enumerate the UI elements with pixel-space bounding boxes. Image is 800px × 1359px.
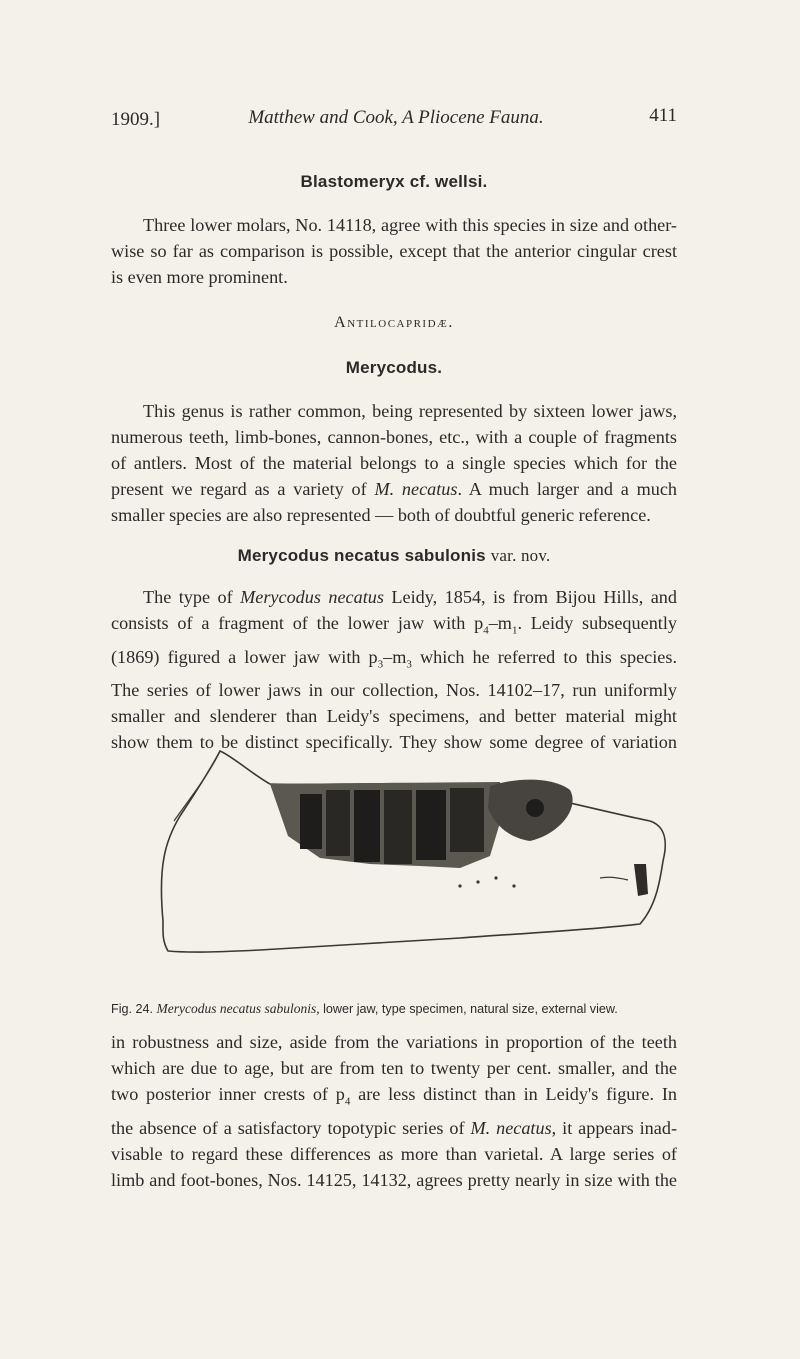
- running-header: [111, 105, 677, 137]
- heading-merycodus: Merycodus.: [345, 358, 443, 377]
- header-year: 1909.]: [111, 109, 161, 130]
- text-line: The type of Merycodus necatus Leidy, 1854, is from Bijou Hills, and: [143, 587, 677, 607]
- tooth-row: [270, 780, 573, 868]
- caption-description: lower jaw, type specimen, natural size, external view.: [323, 1002, 618, 1016]
- jaw-figure: [160, 746, 670, 991]
- text-line: limb and foot-bones, Nos. 14125, 14132, agrees pretty nearly in size with the: [111, 1169, 677, 1190]
- text-line: smaller species are also represented — both of doubtful generic reference.: [111, 505, 651, 525]
- text-line: numerous teeth, limb-bones, cannon-bones, etc., with a couple of fragments: [111, 427, 677, 447]
- text-line: which are due to age, but are from ten to twenty per cent. smaller, and the: [111, 1058, 677, 1078]
- text-line: of antlers. Most of the material belongs to a single species which for the: [111, 453, 677, 473]
- paragraph-merycodus: [111, 398, 677, 528]
- text-line: in robustness and size, aside from the variations in proportion of the teeth: [111, 1032, 677, 1052]
- text-line: The series of lower jaws in our collection, Nos. 14102–17, run uniformly: [111, 680, 677, 701]
- text-line: wise so far as comparison is possible, except that the anterior cingular crest: [111, 241, 677, 261]
- text-line: visable to regard these differences as more than varietal. A large series of: [111, 1143, 677, 1164]
- text-line: show them to be distinct specifically. They show some degree of variation: [111, 732, 677, 753]
- header-page-number: 411: [649, 105, 677, 126]
- text-line: two posterior inner crests of $p_4$ are less distinct than in Leidy's figure. In: [111, 1084, 677, 1108]
- paragraph-blastomeryx: [111, 212, 677, 290]
- text-line: smaller and slenderer than Leidy's specimens, and better material might: [111, 706, 677, 727]
- text-line: (1869) figured a lower jaw with $p_3-m_3$ which he referred to this species.: [111, 646, 677, 671]
- paragraph-continued: [111, 1029, 677, 1193]
- text-line: is even more prominent.: [111, 267, 288, 287]
- text-line: This genus is rather common, being represented by sixteen lower jaws,: [143, 401, 677, 421]
- family-heading: Antilocapridæ.: [334, 314, 454, 331]
- paragraph-sabulonis: [111, 584, 677, 755]
- caption-species: Merycodus necatus sabulonis,: [156, 1001, 320, 1016]
- text-line: the absence of a satisfactory topotypic series of M. necatus, it appears inad-: [111, 1117, 678, 1138]
- text-line: consists of a fragment of the lower jaw with $p_4-m_1$. Leidy subsequently: [111, 613, 677, 637]
- heading-blastomeryx: Blastomeryx cf. wellsi.: [300, 172, 488, 191]
- text-line: present we regard as a variety of M. necatus. A much larger and a much: [111, 479, 677, 499]
- figure-caption: [111, 1001, 677, 1017]
- header-running-title: Matthew and Cook, A Pliocene Fauna.: [248, 107, 544, 128]
- text-line: Three lower molars, No. 14118, agree with this species in size and other-: [143, 215, 677, 235]
- caption-label: Fig. 24.: [111, 1002, 153, 1016]
- heading-merycodus-sabulonis: Merycodus necatus sabulonis var. nov.: [237, 546, 551, 565]
